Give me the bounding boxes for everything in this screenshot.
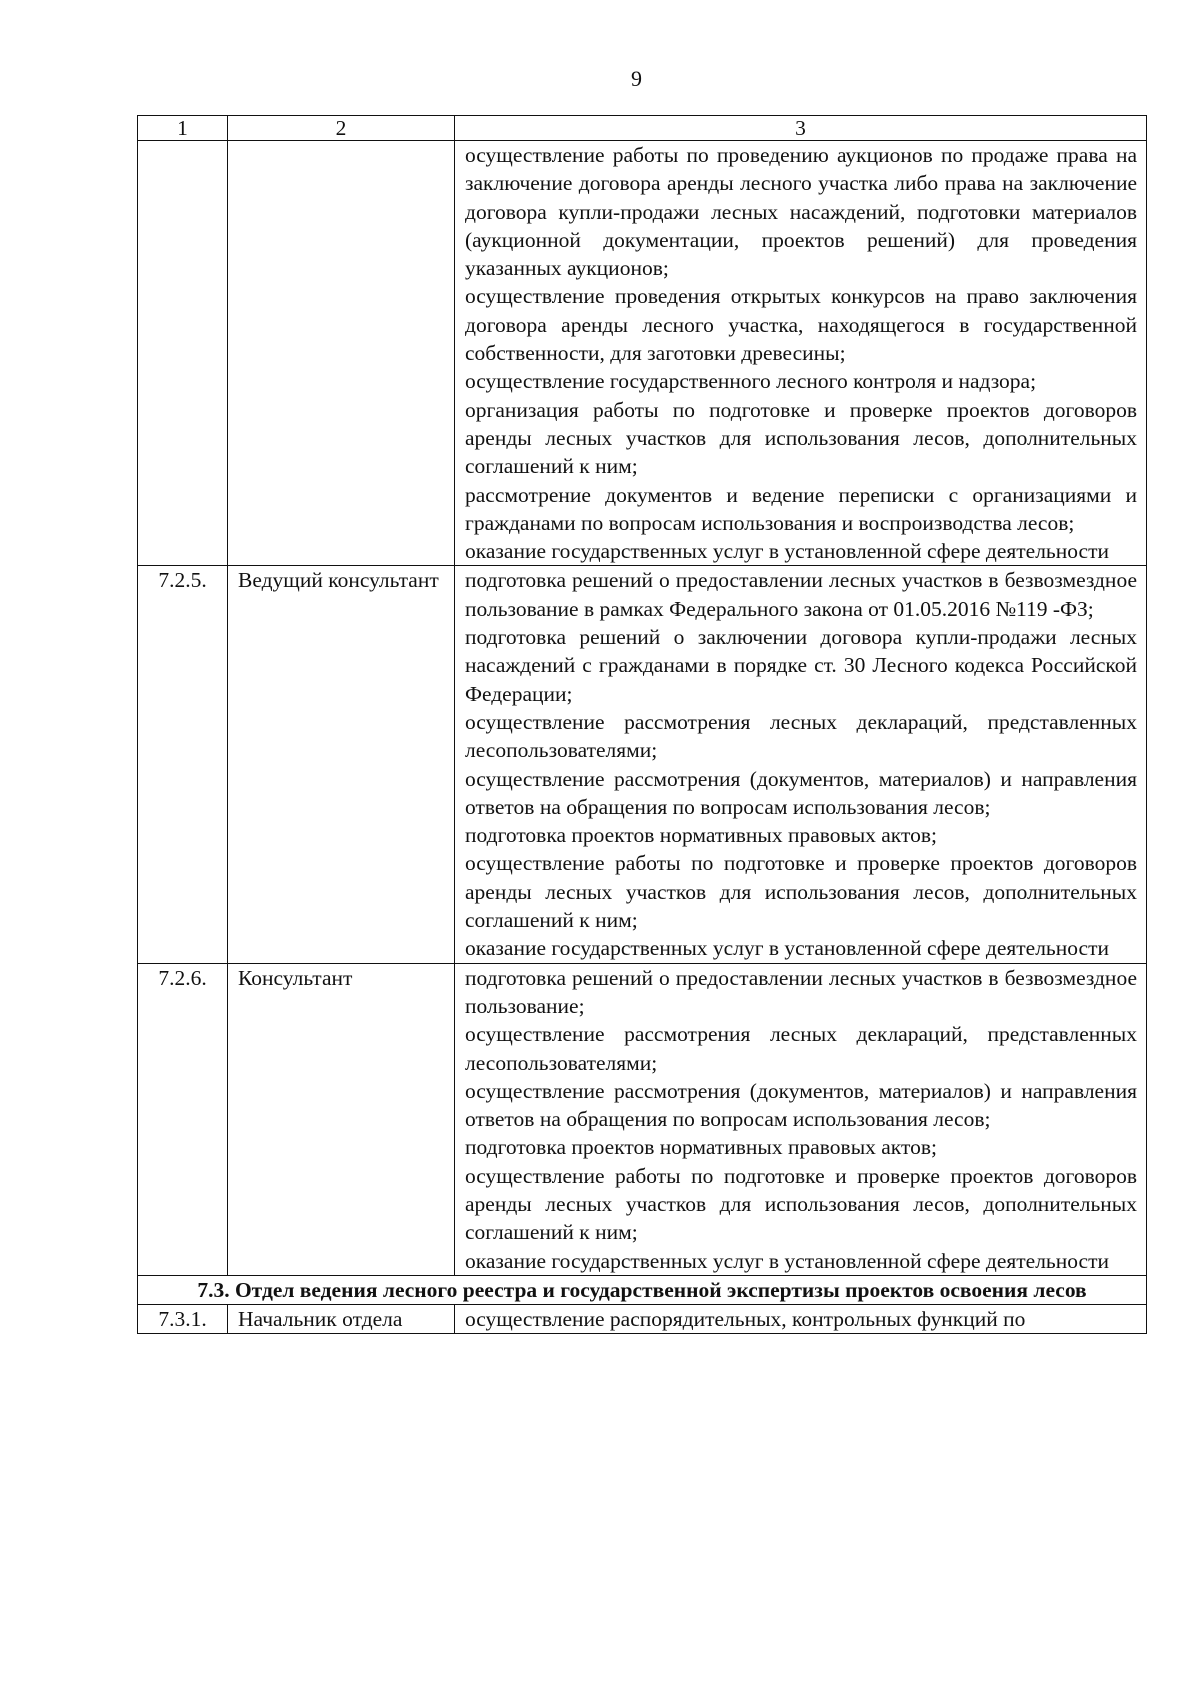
duties-cell <box>455 963 1147 1275</box>
duty-item: осуществление рассмотрения (документов, материалов) и направления ответов на обращения по вопросам использования лесов; <box>465 766 1137 819</box>
duty-item: оказание государственных услуг в установленной сфере деятельности <box>465 936 1109 961</box>
duty-item: осуществление работы по подготовке и проверке проектов договоров аренды лесных участков для использования лесов, дополнительных соглашений к ним; <box>465 1163 1137 1245</box>
duty-item: осуществление рассмотрения лесных деклараций, представленных лесопользователями; <box>465 709 1137 763</box>
duty-item: осуществление распорядительных, контрольных функций по <box>465 1306 1026 1331</box>
duty-item: осуществление рассмотрения лесных деклараций, представленных лесопользователями; <box>465 1022 1137 1075</box>
duties-cell <box>455 566 1147 963</box>
position-title: Начальник отдела <box>228 1304 455 1333</box>
duty-item: подготовка проектов нормативных правовых актов; <box>465 823 937 848</box>
duty-item: подготовка решений о заключении договора купли-продажи лесных насаждений с гражданами в порядке ст. 30 Лесного кодекса Российской Федерации; <box>465 625 1137 706</box>
duties-cell <box>455 141 1147 566</box>
row-number: 7.2.5. <box>138 566 228 963</box>
position-title <box>228 141 455 566</box>
table-row <box>138 1304 1147 1333</box>
table-row <box>138 141 1147 566</box>
duty-item: рассмотрение документов и ведение переписки с организациями и гражданами по вопросам использования и воспроизводства лесов; <box>465 482 1137 535</box>
position-title: Консультант <box>228 963 455 1275</box>
row-number <box>138 141 228 566</box>
duty-item: осуществление проведения открытых конкурсов на право заключения договора аренды лесного участка, находящегося в государственной собственности, для заготовки древесины; <box>465 284 1137 366</box>
duty-item: подготовка решений о предоставлении лесных участков в безвозмездное пользование в рамках Федерального закона от 01.05.2016 №119 -ФЗ; <box>465 568 1137 621</box>
table-row <box>138 963 1147 1275</box>
duty-item: оказание государственных услуг в установленной сфере деятельности <box>465 539 1109 564</box>
table-row <box>138 566 1147 963</box>
position-title: Ведущий консультант <box>228 566 455 963</box>
duties-table <box>137 115 1147 1334</box>
page-number: 9 <box>631 66 642 91</box>
column-header-2: 2 <box>228 116 455 141</box>
section-row <box>138 1275 1147 1304</box>
duty-item: осуществление государственного лесного контроля и надзора; <box>465 369 1037 394</box>
duty-item: оказание государственных услуг в установленной сфере деятельности <box>465 1248 1109 1273</box>
duty-item: подготовка проектов нормативных правовых актов; <box>465 1135 937 1160</box>
row-number: 7.2.6. <box>138 963 228 1275</box>
row-number: 7.3.1. <box>138 1304 228 1333</box>
section-heading: 7.3. Отдел ведения лесного реестра и государственной экспертизы проектов освоения лесов <box>138 1275 1147 1304</box>
duties-cell <box>455 1304 1147 1333</box>
table-header-row <box>138 116 1147 141</box>
duty-item: осуществление работы по подготовке и проверке проектов договоров аренды лесных участков для использования лесов, дополнительных соглашений к ним; <box>465 851 1137 933</box>
column-header-3: 3 <box>455 116 1147 141</box>
duty-item: осуществление рассмотрения (документов, материалов) и направления ответов на обращения по вопросам использования лесов; <box>465 1078 1137 1132</box>
duty-item: организация работы по подготовке и проверке проектов договоров аренды лесных участков для использования лесов, дополнительных соглашений к ним; <box>465 397 1137 479</box>
duty-item: подготовка решений о предоставлении лесных участков в безвозмездное пользование; <box>465 965 1137 1018</box>
duty-item: осуществление работы по проведению аукционов по продаже права на заключение договора аренды лесного участка либо права на заключение договора купли-продажи лесных насаждений, подготовки материалов (аукционной документации, проектов решений) для проведения указанных аукционов; <box>465 143 1137 281</box>
column-header-1: 1 <box>138 116 228 141</box>
